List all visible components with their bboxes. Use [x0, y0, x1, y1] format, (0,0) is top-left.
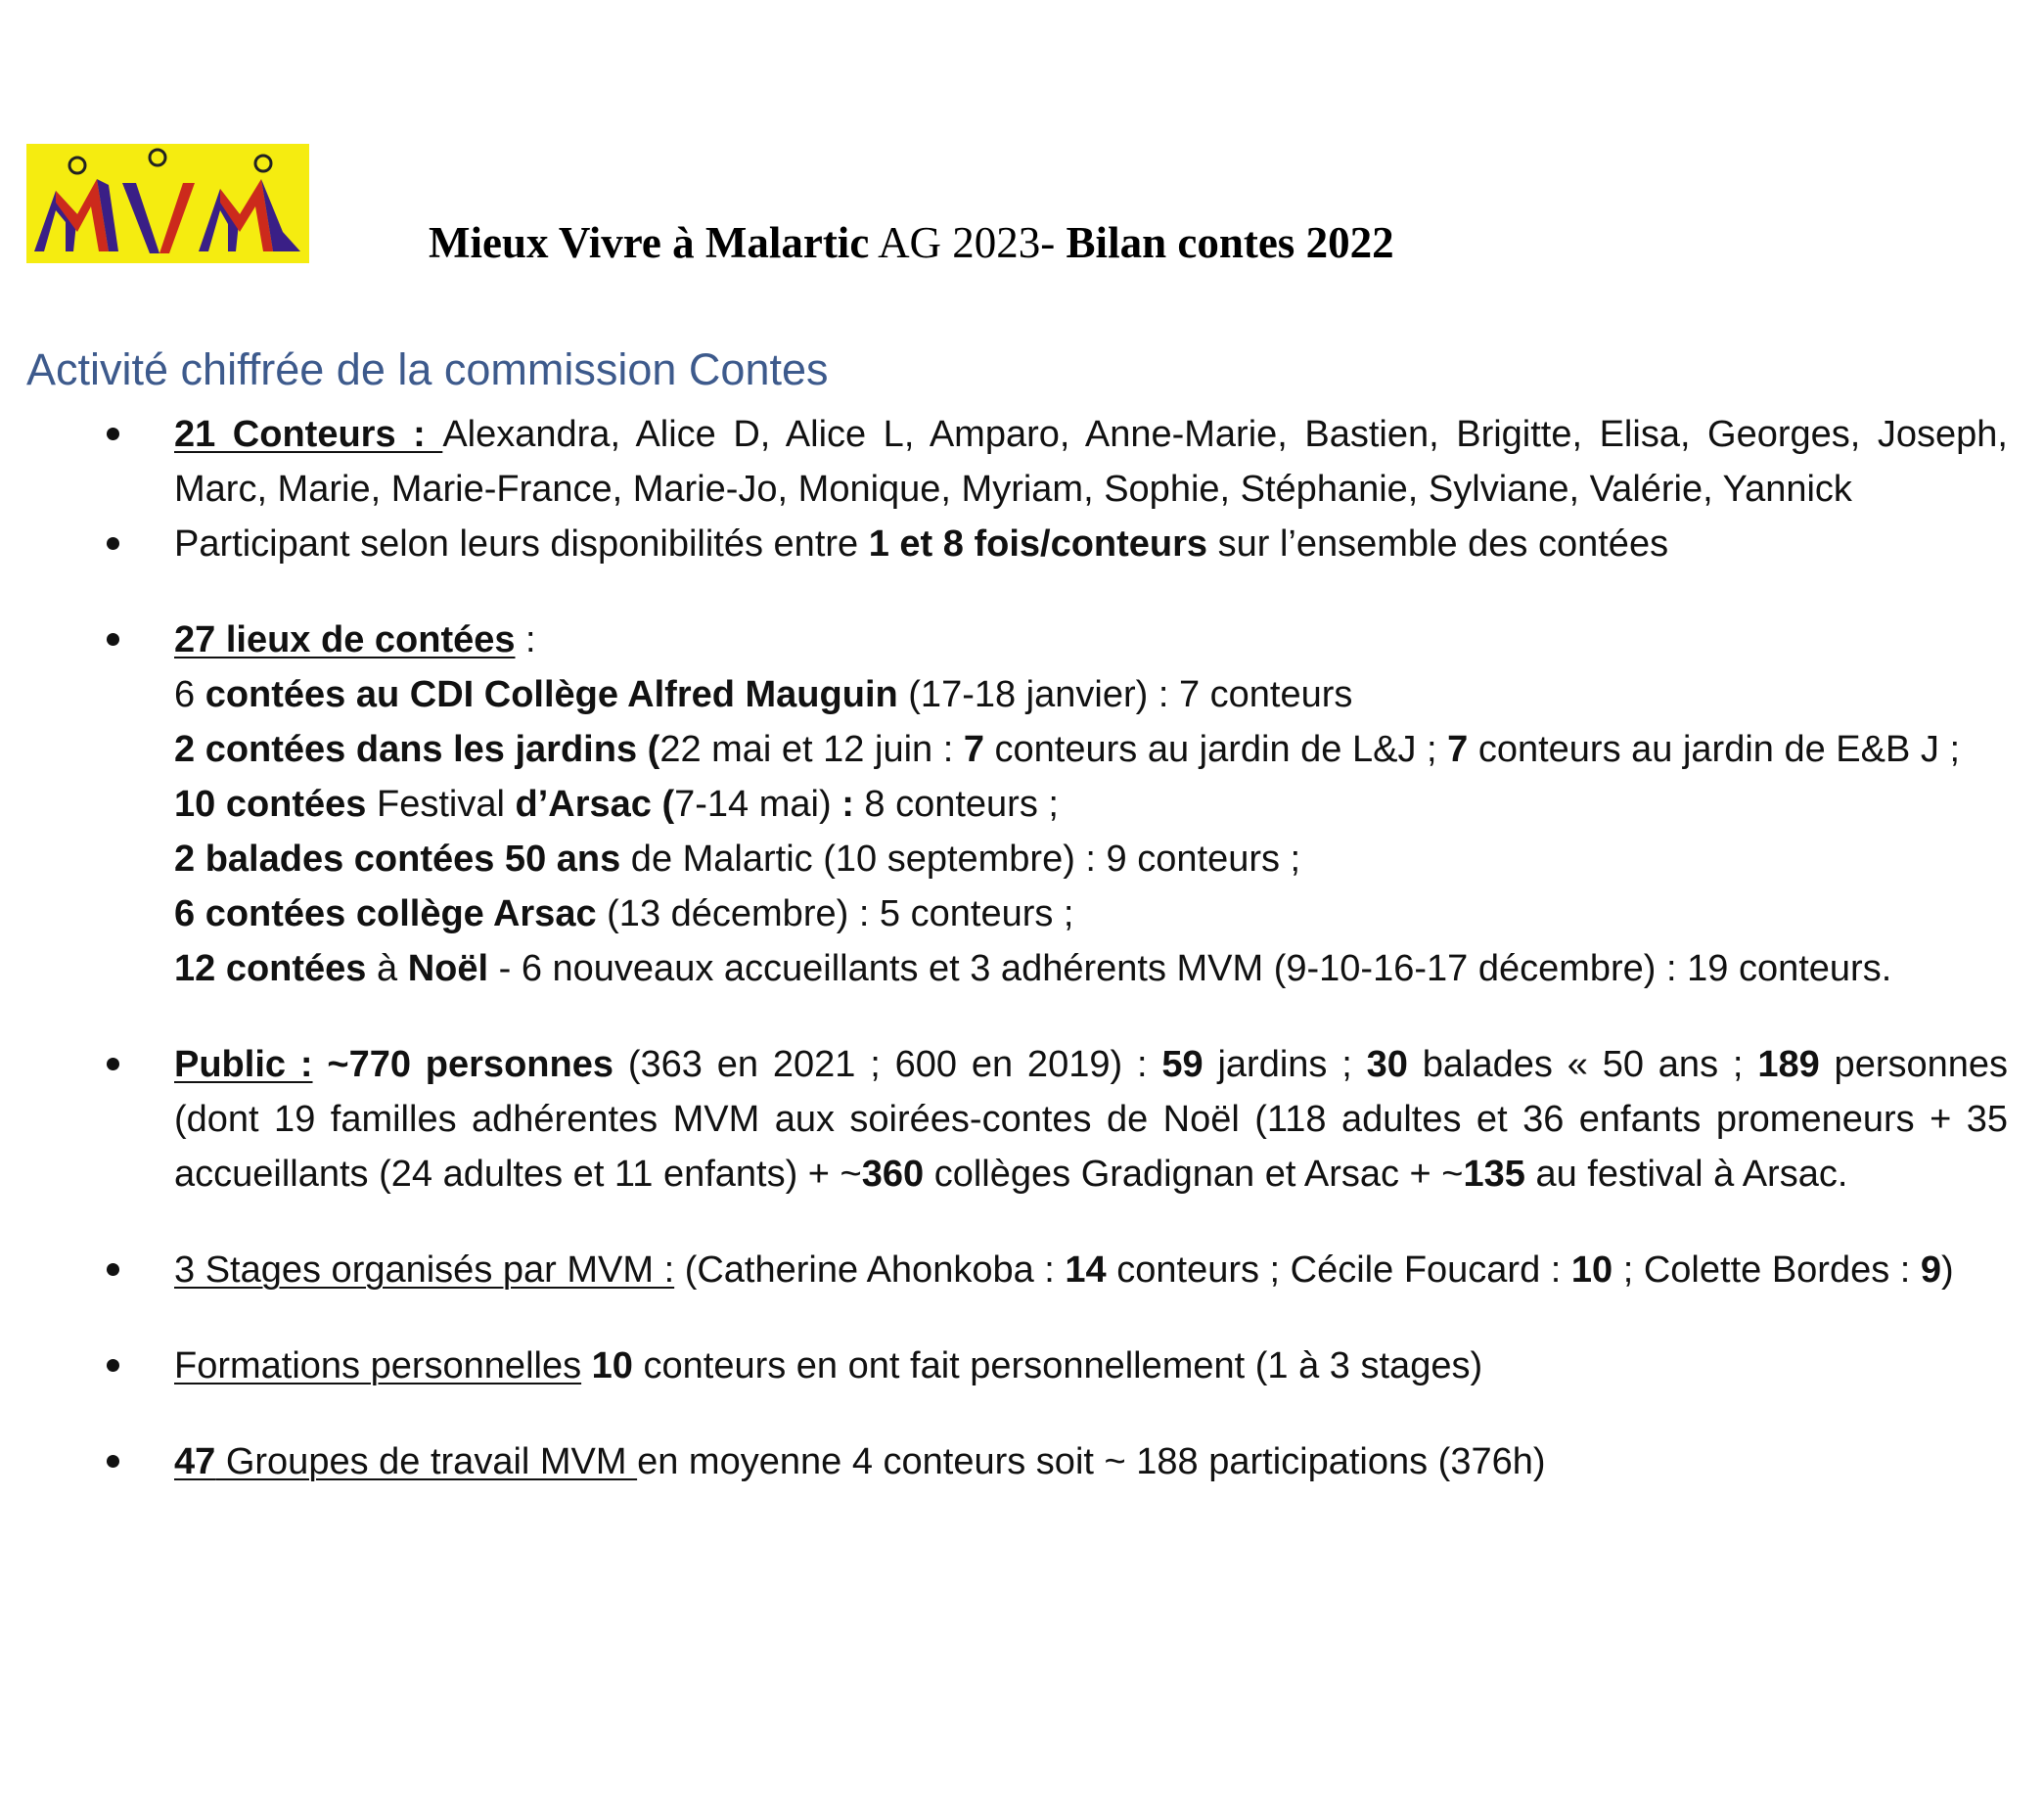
- stages-ahonkoba: 14: [1065, 1249, 1107, 1291]
- formations-label: Formations personnelles: [174, 1345, 582, 1386]
- list-item-stages: [174, 1243, 2008, 1297]
- l1-text: (17-18 janvier) : 7 conteurs: [897, 674, 1353, 715]
- activity-list: [174, 407, 2008, 1489]
- lieux-line-2: [174, 722, 2008, 777]
- l2-text-2: conteurs au jardin de L&J ;: [983, 729, 1448, 770]
- public-text-6: au festival à Arsac.: [1524, 1154, 1848, 1195]
- lieux-label: 27 lieux de contées: [174, 619, 516, 660]
- participation-text: Participant selon leurs disponibilités entre: [174, 523, 869, 565]
- list-item-groupes: [174, 1434, 2008, 1489]
- l2-text-3: conteurs au jardin de E&B J ;: [1468, 729, 1961, 770]
- l3-text-1: Festival: [366, 784, 516, 825]
- l6-bold-1: 12 contées: [174, 948, 367, 989]
- title-report: Bilan contes 2022: [1066, 218, 1394, 267]
- stages-foucard: 10: [1570, 1249, 1613, 1291]
- l2-bold-1: 2 contées dans les jardins (: [174, 729, 660, 770]
- l1-bold: contées au CDI Collège Alfred Mauguin: [195, 674, 898, 715]
- formations-count: 10: [591, 1345, 633, 1386]
- list-item-formations: [174, 1339, 2008, 1393]
- public-jardins: 59: [1161, 1044, 1204, 1085]
- l3-bold-1: 10 contées: [174, 784, 367, 825]
- public-text-4: personnes (dont 19 familles adhérentes MVM aux soirées-contes de Noël (118 adultes et 36 enfants promeneurs + 35 accueillants (24 adultes et 11 enfants) + ~: [174, 1044, 2009, 1195]
- participation-text-end: sur l’ensemble des contées: [1207, 523, 1669, 565]
- public-festival: 135: [1463, 1154, 1525, 1195]
- public-total-value: 770 personnes: [348, 1044, 613, 1085]
- lieux-line-5: [174, 886, 2008, 941]
- groupes-text: en moyenne 4 conteurs soit ~ 188 participations (376h): [637, 1441, 1546, 1482]
- participation-frequency: 1 et 8 fois/conteurs: [868, 523, 1208, 565]
- lieux-line-6: [174, 941, 2008, 996]
- l3-text-2: 7-14 mai): [674, 784, 842, 825]
- stages-bordes: 9: [1920, 1249, 1942, 1291]
- public-balades: 30: [1366, 1044, 1408, 1085]
- lieux-sep: :: [515, 619, 536, 660]
- l5-text: (13 décembre) : 5 conteurs ;: [596, 893, 1074, 934]
- mvm-logo-icon: [26, 144, 309, 263]
- public-text-3: balades « 50 ans ;: [1407, 1044, 1758, 1085]
- section-heading: Activité chiffrée de la commission Contes: [26, 344, 829, 394]
- l1-count: 6: [174, 674, 196, 715]
- l6-text-1: à: [366, 948, 408, 989]
- l5-bold: 6 contées collège Arsac: [174, 893, 597, 934]
- list-item-lieux: [174, 613, 2008, 996]
- l2-bold-2: 7: [963, 729, 984, 770]
- public-text-5: collèges Gradignan et Arsac + ~: [924, 1154, 1464, 1195]
- logo-text: MVM: [167, 258, 172, 260]
- stages-label: 3 Stages organisés par MVM :: [174, 1249, 675, 1291]
- lieux-line-3: [174, 777, 2008, 832]
- stages-text-1: (Catherine Ahonkoba :: [674, 1249, 1066, 1291]
- title-event: AG 2023-: [869, 218, 1067, 267]
- l4-text: de Malartic (10 septembre) : 9 conteurs ;: [620, 839, 1301, 880]
- formations-text: conteurs en ont fait personnellement (1 à 3 stages): [632, 1345, 1483, 1386]
- stages-text-2: conteurs ; Cécile Foucard :: [1106, 1249, 1571, 1291]
- l3-bold-3: :: [841, 784, 854, 825]
- conteurs-names: Alexandra, Alice D, Alice L, Amparo, Anne-Marie, Bastien, Brigitte, Elisa, Georges, Joseph, Marc, Marie, Marie-France, Marie-Jo, Monique, Myriam, Sophie, Stéphanie, Sylviane, Valérie, Yannick: [174, 414, 2008, 510]
- mvm-logo: [26, 144, 309, 263]
- public-colleges: 360: [861, 1154, 925, 1195]
- groupes-label: Groupes de travail MVM: [215, 1441, 638, 1482]
- l4-bold: 2 balades contées 50 ans: [174, 839, 621, 880]
- lieux-line-4: [174, 832, 2008, 886]
- conteurs-count: 21 Conteurs :: [174, 414, 443, 455]
- lieux-line-1: [174, 667, 2008, 722]
- l6-bold-2: Noël: [407, 948, 489, 989]
- public-label: Public :: [174, 1044, 313, 1085]
- list-item-participation: [174, 517, 2008, 571]
- lieux-heading: [174, 613, 2008, 667]
- stages-text-3: ; Colette Bordes :: [1612, 1249, 1921, 1291]
- public-noel: 189: [1757, 1044, 1820, 1085]
- stages-text-4: ): [1941, 1249, 1954, 1291]
- groupes-count: 47: [174, 1441, 216, 1482]
- l3-text-3: 8 conteurs ;: [853, 784, 1059, 825]
- page-title: [429, 217, 1394, 268]
- list-item-conteurs: [174, 407, 2008, 517]
- list-item-public: [174, 1037, 2008, 1202]
- l2-bold-3: 7: [1447, 729, 1469, 770]
- public-text-2: jardins ;: [1203, 1044, 1367, 1085]
- l3-bold-2: d’Arsac (: [515, 784, 675, 825]
- l6-text-2: - 6 nouveaux accueillants et 3 adhérents MVM (9-10-16-17 décembre) : 19 conteurs.: [488, 948, 1892, 989]
- groupes-label-wrap: [174, 1441, 637, 1482]
- title-org: Mieux Vivre à Malartic: [429, 218, 870, 267]
- l2-text-1: 22 mai et 12 juin :: [659, 729, 964, 770]
- public-text-1: (363 en 2021 ; 600 en 2019) :: [613, 1044, 1162, 1085]
- public-total: ~770 personnes: [327, 1044, 613, 1085]
